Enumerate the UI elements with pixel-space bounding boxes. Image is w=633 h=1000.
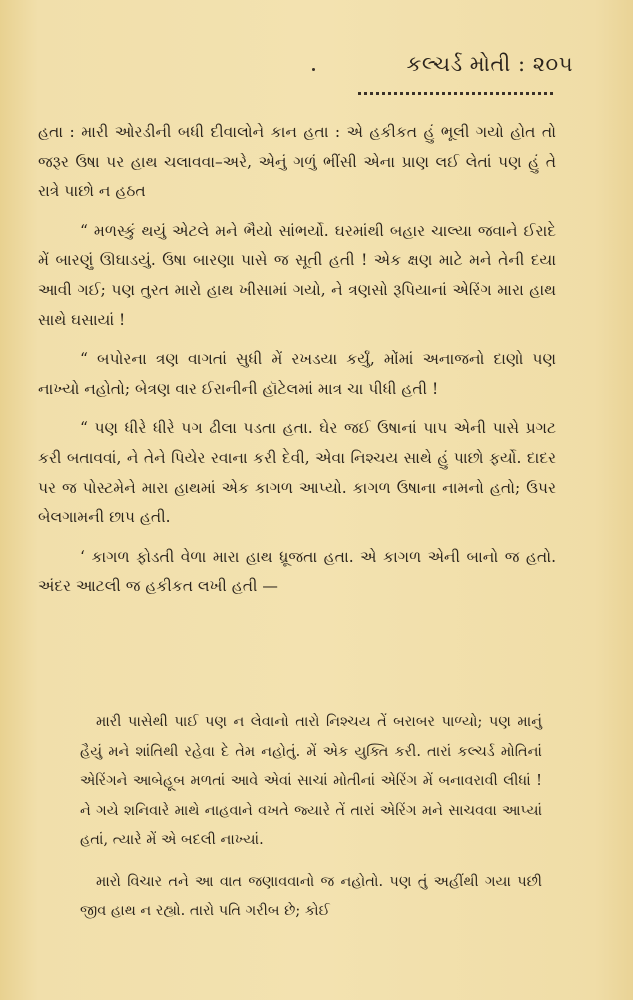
- paragraph: હતા : મારી ઓરડીની બધી દીવાલોને કાન હતા : એ હકીકત હું ભૂલી ગયો હોત તો જરૂર ઉષા પર હાથ ચલાવવા–અરે, એનું ગળું ભીંસી એના પ્રાણ લઈ લેતાં પણ હું તે રાત્રે પાછો ન હઠત: [38, 123, 556, 201]
- paragraph: “ પણ ધીરે ધીરે પગ ઢીલા પડતા હતા. ઘેર જઈ ઉષાનાં પાપ એની પાસે પ્રગટ કરી બતાવવાં, ને તેને પિયેર રવાના કરી દેવી, એવા નિશ્ચય સાથે હું પાછો ફર્યો. દાદર પર જ પોસ્ટમેને મારા હાથમાં એક કાગળ આપ્યો. કાગળ ઉષાના નામનો હતો; ઉપર બેલગામની છાપ હતી.: [38, 419, 556, 527]
- letter-paragraph: મારો વિચાર તને આ વાત જણાવવાનો જ નહોતો. પણ તું અહીંથી ગયા પછી જીવ હાથ ન રહ્યો. તારો પતિ ગરીબ છે; કોઈ: [80, 873, 542, 919]
- main-text: [38, 118, 556, 602]
- paragraph: “ બપોરના ત્રણ વાગતાં સુધી મેં રખડયા કર્યું, મોંમાં અનાજનો દાણો પણ નાખ્યો નહોતો; બેત્રણ વાર ઈરાનીની હૉટેલમાં માત્ર ચા પીધી હતી !: [38, 350, 556, 398]
- running-header: કલ્ચર્ડ મોતી : ૨૦૫: [406, 52, 573, 76]
- header-dotted-rule: [358, 92, 553, 95]
- letter-paragraph: મારી પાસેથી પાઈ પણ ન લેવાનો તારો નિશ્ચય તેં બરાબર પાળ્યો; પણ માનું હૈયું મને શાંતિથી રહેવા દે તેમ નહોતું. મેં એક યુક્તિ કરી. તારાં કલ્ચર્ડ મોતિનાં એરિંગને આબેહૂબ મળતાં આવે એવાં સાચાં મોતીનાં એરિંગ મેં બનાવરાવી લીધાં ! ને ગયે શનિવારે માથે નાહવાને વખતે જ્યારે તેં તારાં એરિંગ મને સાચવવા આપ્યાં હતાં, ત્યારે મેં એ બદલી નાખ્યાં.: [80, 714, 542, 848]
- paragraph: “ મળસ્કું થયું એટલે મને ભૈયો સાંભર્યો. ઘરમાંથી બહાર ચાલ્યા જવાને ઈરાદે મેં બારણું ઊઘાડયું. ઉષા બારણા પાસે જ સૂતી હતી ! એક ક્ષણ માટે મને તેની દયા આવી ગઈ; પણ તુરત મારો હાથ ખીસામાં ગયો, ને ત્રણસો રૂપિયાનાં એરિંગ મારા હાથ સાથે ઘસાયાં !: [38, 221, 556, 329]
- paragraph: ‘ કાગળ ફોડતી વેળા મારા હાથ ધ્રૂજતા હતા. એ કાગળ એની બાનો જ હતો. અંદર આટલી જ હકીકત લખી હતી —: [38, 547, 556, 596]
- quoted-letter: [80, 708, 542, 927]
- ink-speck: [312, 68, 315, 71]
